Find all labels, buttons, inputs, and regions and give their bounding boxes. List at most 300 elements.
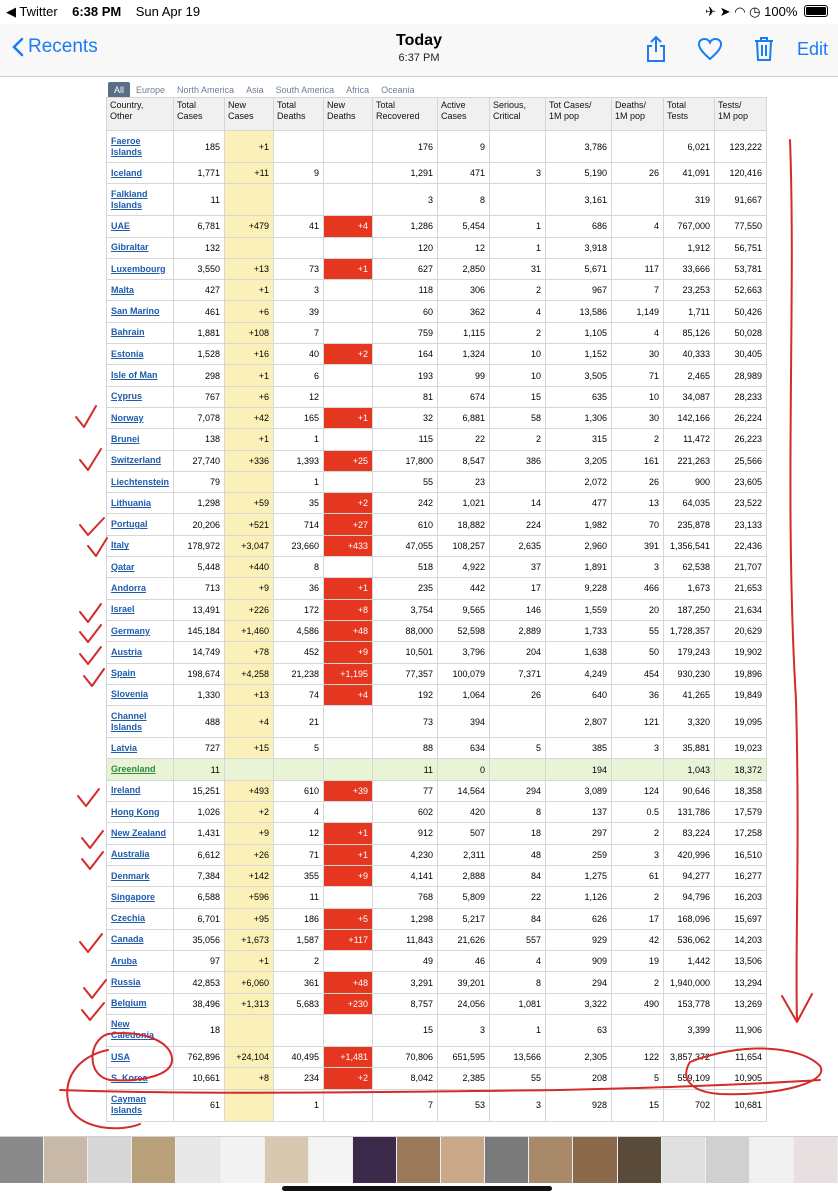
region-tab[interactable]: All (108, 82, 130, 98)
table-cell: 60 (373, 301, 438, 322)
table-row (107, 322, 767, 343)
table-cell: 3,161 (546, 184, 612, 216)
country-link[interactable]: Aruba (111, 955, 138, 966)
table-cell: 1,912 (664, 237, 715, 258)
table-cell: +117 (324, 929, 373, 950)
table-cell: 4,141 (373, 865, 438, 886)
column-header[interactable] (612, 98, 664, 131)
country-cell (107, 844, 174, 865)
table-cell: 39 (274, 301, 324, 322)
country-cell (107, 163, 174, 184)
country-link[interactable]: Andorra (111, 582, 147, 593)
table-cell: 9 (438, 131, 490, 163)
table-cell: 6,021 (664, 131, 715, 163)
table-cell: 120 (373, 237, 438, 258)
table-cell: 5 (274, 738, 324, 759)
table-cell: 507 (438, 823, 490, 844)
table-cell: 117 (612, 258, 664, 279)
table-cell: 6,588 (174, 887, 225, 908)
country-link[interactable]: Iceland (111, 167, 143, 178)
table-cell: 81 (373, 386, 438, 407)
country-cell (107, 237, 174, 258)
column-header[interactable] (225, 98, 274, 131)
table-cell: 11,843 (373, 929, 438, 950)
table-cell: 385 (546, 738, 612, 759)
country-link[interactable]: Czechia (111, 913, 146, 924)
region-tab[interactable]: Asia (246, 85, 264, 95)
region-tab[interactable]: North America (177, 85, 235, 95)
column-header[interactable] (324, 98, 373, 131)
table-cell: +1 (225, 429, 274, 450)
column-header-line2: 1M pop (549, 111, 580, 121)
table-row (107, 280, 767, 301)
table-cell: 94,277 (664, 865, 715, 886)
country-cell (107, 887, 174, 908)
table-cell: 1,891 (546, 557, 612, 578)
table-cell: 23 (438, 471, 490, 492)
table-cell: 2,072 (546, 471, 612, 492)
column-header[interactable] (438, 98, 490, 131)
country-link[interactable]: Gibraltar (111, 242, 149, 253)
table-cell (324, 738, 373, 759)
table-cell: 1,298 (373, 908, 438, 929)
edit-button[interactable]: Edit (796, 38, 828, 59)
table-cell: +24,104 (225, 1046, 274, 1067)
check-mark (84, 669, 104, 686)
table-row (107, 258, 767, 279)
table-cell: 145,184 (174, 620, 225, 641)
region-tab[interactable]: South America (275, 85, 335, 95)
table-cell: 138 (174, 429, 225, 450)
table-cell: 63 (546, 1014, 612, 1046)
table-cell: 610 (373, 514, 438, 535)
table-cell: 2 (612, 887, 664, 908)
table-cell: 21,626 (438, 929, 490, 950)
check-mark (88, 538, 107, 556)
table-cell (225, 184, 274, 216)
country-link[interactable]: Malta (111, 284, 135, 295)
table-cell: 626 (546, 908, 612, 929)
column-header-line1: New (327, 100, 346, 110)
country-cell (107, 620, 174, 641)
table-cell: 84 (490, 865, 546, 886)
table-cell: 1,771 (174, 163, 225, 184)
table-cell: 9,228 (546, 578, 612, 599)
table-cell: +11 (225, 163, 274, 184)
home-indicator[interactable] (282, 1186, 552, 1191)
table-cell: 442 (438, 578, 490, 599)
country-link[interactable]: Estonia (111, 348, 144, 359)
table-cell (324, 802, 373, 823)
country-link[interactable]: Latvia (111, 742, 138, 753)
table-cell: 1 (274, 429, 324, 450)
country-link[interactable]: Germany (111, 625, 151, 636)
table-cell: 62,538 (664, 557, 715, 578)
table-cell: +9 (225, 578, 274, 599)
country-link[interactable]: Lithuania (111, 497, 151, 508)
table-row (107, 802, 767, 823)
region-tab[interactable]: Africa (346, 85, 370, 95)
table-cell: 3,089 (546, 780, 612, 801)
table-cell: 1,711 (664, 301, 715, 322)
country-link[interactable]: Luxembourg (111, 263, 166, 274)
table-cell (225, 759, 274, 780)
table-cell: 19,849 (715, 684, 767, 705)
table-cell: +1,673 (225, 929, 274, 950)
table-cell: +1 (324, 823, 373, 844)
column-header-line2: 1M pop (615, 111, 646, 121)
table-row (107, 865, 767, 886)
check-mark (80, 518, 104, 535)
country-link[interactable]: Israel (111, 604, 135, 615)
table-cell: +1 (324, 258, 373, 279)
column-header-line1: Tests/ (718, 100, 742, 110)
table-cell: 2,385 (438, 1068, 490, 1089)
table-cell: 477 (546, 493, 612, 514)
table-cell: 55 (612, 620, 664, 641)
table-row (107, 514, 767, 535)
column-header[interactable] (546, 98, 612, 131)
region-tab[interactable]: Oceania (381, 85, 415, 95)
table-cell: 15,697 (715, 908, 767, 929)
column-header-line2: 1M pop (718, 111, 749, 121)
table-row (107, 163, 767, 184)
country-link[interactable]: New Caledonia (111, 1019, 155, 1041)
table-cell: +5 (324, 908, 373, 929)
table-cell: 70,806 (373, 1046, 438, 1067)
table-cell (324, 365, 373, 386)
table-cell: +6,060 (225, 972, 274, 993)
table-cell (324, 706, 373, 738)
table-header-row (107, 98, 767, 131)
column-header-line1: Serious, (493, 100, 527, 110)
table-cell: 8 (490, 802, 546, 823)
table-cell: 88,000 (373, 620, 438, 641)
table-row (107, 759, 767, 780)
column-header[interactable] (274, 98, 324, 131)
table-cell (274, 131, 324, 163)
column-header-line1: New (228, 100, 247, 110)
table-cell: 1 (274, 471, 324, 492)
country-link[interactable]: Falkland Islands (111, 188, 148, 210)
table-cell: 10,661 (174, 1068, 225, 1089)
table-cell: 1,393 (274, 450, 324, 471)
table-cell (274, 184, 324, 216)
photo-thumbnail[interactable] (794, 1137, 837, 1183)
table-cell: +4,258 (225, 663, 274, 684)
country-link[interactable]: Channel Islands (111, 710, 147, 732)
table-cell (324, 322, 373, 343)
column-header-line2: Other (110, 111, 133, 121)
table-row (107, 844, 767, 865)
table-cell: 2 (612, 823, 664, 844)
country-cell (107, 1089, 174, 1121)
photo-thumbnail[interactable] (573, 1137, 616, 1183)
table-cell: +9 (324, 865, 373, 886)
table-cell: 84 (490, 908, 546, 929)
table-cell: 8 (274, 557, 324, 578)
table-cell: +1 (225, 951, 274, 972)
photo-thumbnail[interactable] (441, 1137, 484, 1183)
table-cell: 74 (274, 684, 324, 705)
table-cell: 178,972 (174, 535, 225, 556)
table-cell: 23,660 (274, 535, 324, 556)
country-link[interactable]: San Marino (111, 306, 160, 317)
table-cell: 26 (612, 163, 664, 184)
country-link[interactable]: Canada (111, 934, 144, 945)
table-cell: 3,796 (438, 642, 490, 663)
country-cell (107, 1068, 174, 1089)
photo-thumbnail[interactable] (132, 1137, 175, 1183)
table-cell: 5,683 (274, 993, 324, 1014)
table-cell: 22 (490, 887, 546, 908)
table-cell: 77,357 (373, 663, 438, 684)
country-link[interactable]: Greenland (111, 764, 156, 775)
photo-thumbnail[interactable] (750, 1137, 793, 1183)
country-link[interactable]: UAE (111, 220, 131, 231)
table-cell: 461 (174, 301, 225, 322)
table-cell: 30 (612, 407, 664, 428)
country-link[interactable]: Hong Kong (111, 806, 160, 817)
favorite-button[interactable] (695, 34, 725, 64)
table-cell: +336 (225, 450, 274, 471)
country-cell (107, 493, 174, 514)
country-link[interactable]: Singapore (111, 891, 156, 902)
column-header[interactable] (664, 98, 715, 131)
country-link[interactable]: Faeroe Islands (111, 135, 143, 157)
table-row (107, 365, 767, 386)
country-link[interactable]: S. Korea (111, 1072, 148, 1083)
table-cell (225, 237, 274, 258)
photo-thumbnail[interactable] (44, 1137, 87, 1183)
country-link[interactable]: Denmark (111, 870, 150, 881)
country-link[interactable]: Switzerland (111, 455, 162, 466)
table-cell: 39,201 (438, 972, 490, 993)
table-cell: 10 (490, 344, 546, 365)
country-link[interactable]: Cyprus (111, 391, 143, 402)
country-link[interactable]: Spain (111, 668, 136, 679)
country-link[interactable]: Qatar (111, 561, 135, 572)
table-cell: 18 (174, 1014, 225, 1046)
column-header-line2: Cases (441, 111, 467, 121)
table-cell: 192 (373, 684, 438, 705)
country-link[interactable]: Australia (111, 849, 150, 860)
table-cell: 3 (490, 163, 546, 184)
column-header[interactable] (373, 98, 438, 131)
table-row (107, 1014, 767, 1046)
country-link[interactable]: Norway (111, 412, 144, 423)
table-cell (490, 131, 546, 163)
table-cell: 17,579 (715, 802, 767, 823)
country-link[interactable]: Isle of Man (111, 370, 158, 381)
table-cell: 23,253 (664, 280, 715, 301)
nav-actions (617, 34, 828, 64)
back-to-app-link[interactable]: ◀ Twitter (6, 4, 58, 19)
table-cell (274, 759, 324, 780)
photo-thumbnail[interactable] (88, 1137, 131, 1183)
country-link[interactable]: Bahrain (111, 327, 145, 338)
country-link[interactable]: Russia (111, 977, 141, 988)
table-cell: 394 (438, 706, 490, 738)
back-button[interactable] (12, 36, 98, 58)
country-link[interactable]: Cayman Islands (111, 1094, 147, 1116)
check-mark (76, 406, 96, 427)
country-link[interactable]: Liechtenstein (111, 476, 170, 487)
table-row (107, 557, 767, 578)
table-row (107, 972, 767, 993)
table-row (107, 386, 767, 407)
photo-thumbnail[interactable] (485, 1137, 528, 1183)
table-cell: 4 (490, 951, 546, 972)
covid-stats-table (106, 97, 767, 1122)
table-row (107, 237, 767, 258)
table-cell: 64,035 (664, 493, 715, 514)
table-cell: 2,850 (438, 258, 490, 279)
table-cell: 912 (373, 823, 438, 844)
table-cell: 702 (664, 1089, 715, 1121)
table-cell: 16,277 (715, 865, 767, 886)
table-cell (490, 759, 546, 780)
table-cell: 4,922 (438, 557, 490, 578)
table-cell: +48 (324, 972, 373, 993)
table-cell: 2 (612, 972, 664, 993)
table-cell: +15 (225, 738, 274, 759)
table-cell: +226 (225, 599, 274, 620)
photo-thumbnail[interactable] (309, 1137, 352, 1183)
share-button[interactable] (641, 34, 671, 64)
table-cell (324, 557, 373, 578)
table-cell: 19,023 (715, 738, 767, 759)
table-row (107, 184, 767, 216)
delete-button[interactable] (749, 34, 779, 64)
column-header[interactable] (107, 98, 174, 131)
column-header[interactable] (715, 98, 767, 131)
photo-thumbnail[interactable] (397, 1137, 440, 1183)
table-cell: 50 (612, 642, 664, 663)
table-cell: +142 (225, 865, 274, 886)
table-cell: 123,222 (715, 131, 767, 163)
table-cell (324, 163, 373, 184)
table-cell: 41,091 (664, 163, 715, 184)
table-row (107, 407, 767, 428)
country-cell (107, 216, 174, 237)
country-link[interactable]: Brunei (111, 433, 140, 444)
table-cell: 7,078 (174, 407, 225, 428)
country-link[interactable]: USA (111, 1051, 131, 1062)
table-cell: 536,062 (664, 929, 715, 950)
photo-thumbnail[interactable] (176, 1137, 219, 1183)
photo-thumbnail[interactable] (662, 1137, 705, 1183)
country-link[interactable]: Portugal (111, 519, 148, 530)
status-right (705, 4, 828, 20)
table-cell: 10,905 (715, 1068, 767, 1089)
table-cell: 30 (612, 344, 664, 365)
table-cell: 2,305 (546, 1046, 612, 1067)
country-link[interactable]: Belgium (111, 998, 147, 1009)
heart-icon (697, 37, 723, 61)
table-cell: 19,902 (715, 642, 767, 663)
table-cell: 5 (612, 1068, 664, 1089)
photo-thumbnail[interactable] (529, 1137, 572, 1183)
table-cell: 635 (546, 386, 612, 407)
table-cell: 686 (546, 216, 612, 237)
column-header[interactable] (490, 98, 546, 131)
photo-thumbnail[interactable] (221, 1137, 264, 1183)
table-cell: 193 (373, 365, 438, 386)
table-cell: 194 (546, 759, 612, 780)
column-header-line2: Critical (493, 111, 521, 121)
table-cell: 185 (174, 131, 225, 163)
photo-thumbnail[interactable] (0, 1137, 43, 1183)
table-cell (324, 131, 373, 163)
table-cell: 26 (490, 684, 546, 705)
table-cell: +2 (324, 344, 373, 365)
table-cell: 2,888 (438, 865, 490, 886)
column-header-line1: Total (277, 100, 297, 110)
table-body (107, 131, 767, 1122)
photo-thumbnail[interactable] (265, 1137, 308, 1183)
table-cell: 900 (664, 471, 715, 492)
table-cell: 23,133 (715, 514, 767, 535)
table-cell (274, 237, 324, 258)
table-cell: 1,021 (438, 493, 490, 514)
region-tab[interactable]: Europe (136, 85, 166, 95)
table-cell: 1,291 (373, 163, 438, 184)
table-row (107, 706, 767, 738)
table-cell: 1,356,541 (664, 535, 715, 556)
table-cell: 4 (612, 216, 664, 237)
table-cell: 22,436 (715, 535, 767, 556)
country-link[interactable]: Austria (111, 646, 143, 657)
table-cell: 11 (174, 759, 225, 780)
table-cell: 73 (373, 706, 438, 738)
table-cell: 2 (612, 429, 664, 450)
table-cell: 12 (274, 823, 324, 844)
country-cell (107, 578, 174, 599)
table-cell: 18 (490, 823, 546, 844)
table-cell: 70 (612, 514, 664, 535)
country-link[interactable]: Slovenia (111, 689, 149, 700)
photo-thumbnail[interactable] (353, 1137, 396, 1183)
table-cell: +9 (225, 823, 274, 844)
table-cell: 12 (274, 386, 324, 407)
country-link[interactable]: New Zealand (111, 827, 167, 838)
table-cell: 40,333 (664, 344, 715, 365)
table-cell: 10 (612, 386, 664, 407)
table-cell: 142,166 (664, 407, 715, 428)
table-cell: 1,940,000 (664, 972, 715, 993)
table-cell: 471 (438, 163, 490, 184)
table-cell: 651,595 (438, 1046, 490, 1067)
country-link[interactable]: Ireland (111, 785, 141, 796)
table-cell: 18,372 (715, 759, 767, 780)
photo-thumbnail[interactable] (706, 1137, 749, 1183)
table-cell: 929 (546, 929, 612, 950)
table-cell: 1,286 (373, 216, 438, 237)
table-row (107, 301, 767, 322)
table-cell: 31 (490, 258, 546, 279)
table-cell: +42 (225, 407, 274, 428)
table-cell: 10,681 (715, 1089, 767, 1121)
photo-thumbnail[interactable] (618, 1137, 661, 1183)
column-header[interactable] (174, 98, 225, 131)
table-cell: 16,203 (715, 887, 767, 908)
table-cell: 10,501 (373, 642, 438, 663)
country-link[interactable]: Italy (111, 540, 130, 551)
table-cell: +2 (225, 802, 274, 823)
country-cell (107, 429, 174, 450)
table-cell: +1 (324, 844, 373, 865)
